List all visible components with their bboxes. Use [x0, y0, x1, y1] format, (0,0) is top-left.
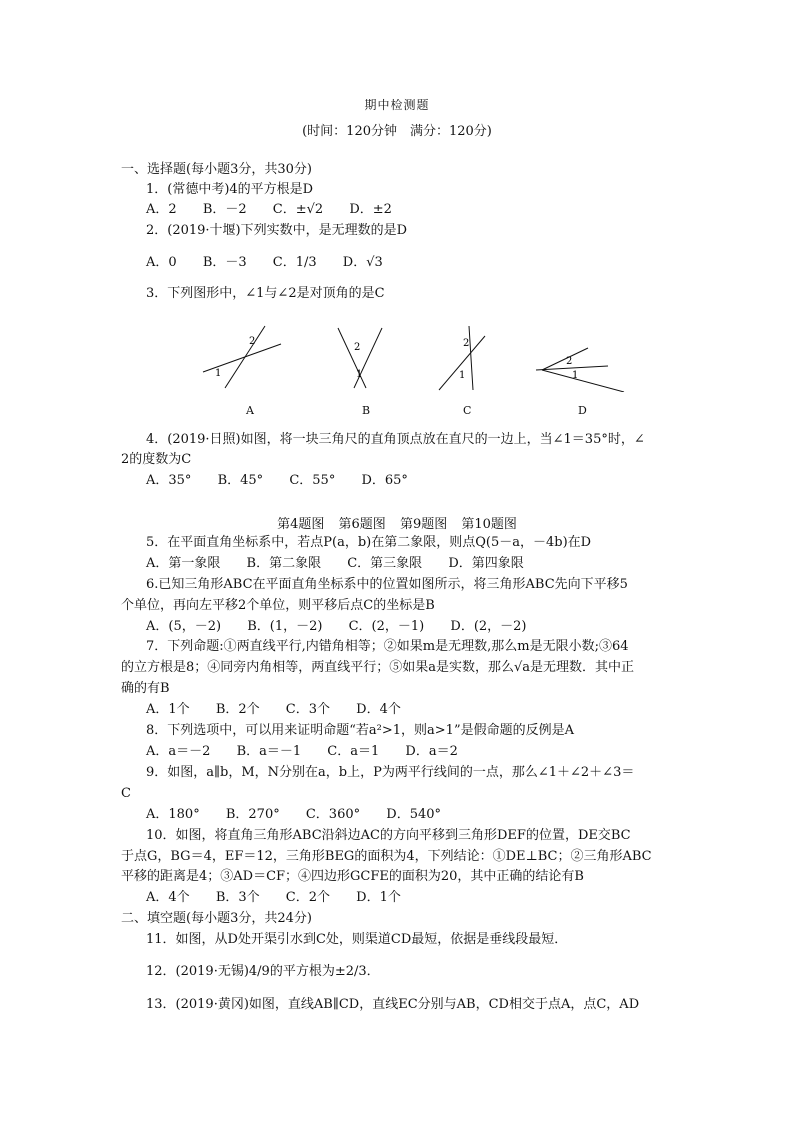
- q10-option-c: C．2个: [285, 890, 330, 905]
- q1-option-a: A．2: [146, 202, 177, 217]
- q1-options: [146, 201, 414, 219]
- q13-stem: 13．(2019·黄冈)如图，直线AB∥CD，直线EC分别与AB，CD相交于点A，点C，AD: [146, 997, 640, 1012]
- q9-option-d: D．540°: [386, 807, 442, 822]
- q12-stem: 12．(2019·无锡)4/9的平方根为±2/3．: [146, 964, 380, 979]
- q3-figure-d: [528, 322, 628, 392]
- q6-line1: 6.已知三角形ABC在平面直角坐标系中的位置如图所示，将三角形ABC先向下平移5: [146, 577, 628, 592]
- q7-line1: 7．下列命题:①两直线平行,内错角相等；②如果m是无理数,那么m是无限小数;③64: [146, 639, 629, 654]
- caption-fig6: 第6题图: [338, 517, 386, 532]
- q3-figure-a-angle1: 1: [215, 368, 222, 379]
- q9-option-c: C．360°: [305, 807, 361, 822]
- q5-stem: 5．在平面直角坐标系中，若点P(a，b)在第二象限，则点Q(5－a，－4b)在D: [146, 535, 592, 550]
- q3-figure-c-angle1: 1: [459, 370, 466, 381]
- q9-option-b: B．270°: [225, 807, 280, 822]
- q5-option-b: B．第二象限: [246, 556, 322, 571]
- q5-options: [146, 555, 546, 573]
- q3-label-d: D: [578, 404, 587, 417]
- q6-option-d: D．(2，－2): [450, 619, 527, 634]
- q3-figure-b-angle2: 2: [354, 342, 361, 353]
- caption-fig4: 第4题图: [277, 517, 325, 532]
- q3-figure-c: [433, 322, 493, 392]
- q6-option-b: B．(1，－2): [247, 619, 323, 634]
- q1-option-d: D．±2: [349, 202, 392, 217]
- section-heading-choice: 一、选择题(每小题3分，共30分): [121, 162, 312, 177]
- q9-line2: C: [121, 786, 131, 801]
- q1-stem: 1．(常德中考)4的平方根是D: [146, 182, 314, 197]
- q2-stem: 2．(2019·十堰)下列实数中，是无理数的是D: [146, 223, 408, 238]
- q1-option-c: C．±√2: [272, 202, 324, 217]
- q4-option-b: B．45°: [217, 473, 264, 488]
- q9-line1: 9．如图，a∥b，M，N分别在a，b上，P为两平行线间的一点，那么∠1＋∠2＋∠3＝: [146, 765, 635, 780]
- q3-figure-a: [195, 322, 285, 392]
- q10-option-a: A．4个: [146, 890, 190, 905]
- q10-option-d: D．1个: [356, 890, 401, 905]
- q8-stem: 8．下列选项中，可以用来证明命题“若a²>1，则a>1”是假命题的反例是A: [146, 723, 574, 738]
- q7-options: [146, 701, 423, 719]
- q2-option-d: D．√3: [342, 255, 383, 270]
- q9-options: [146, 806, 463, 824]
- caption-fig10: 第10题图: [461, 517, 517, 532]
- q7-option-c: C．3个: [285, 702, 330, 717]
- q6-option-a: A．(5，－2): [146, 619, 222, 634]
- q8-options: [146, 743, 480, 761]
- q6-line2: 个单位，再向左平移2个单位，则平移后点C的坐标是B: [121, 598, 435, 613]
- q3-label-b: B: [362, 404, 371, 417]
- caption-fig9: 第9题图: [399, 517, 448, 532]
- q3-label-a: A: [246, 404, 254, 417]
- q3-stem: 3．下列图形中，∠1与∠2是对顶角的是C: [146, 286, 385, 301]
- q4-option-c: C．55°: [289, 473, 336, 488]
- q4-option-a: A．35°: [146, 473, 192, 488]
- q8-option-c: C．a＝1: [327, 744, 380, 759]
- q3-figure-d-angle2: 2: [566, 356, 573, 367]
- page-subtitle: (时间：120分钟 满分：120分): [302, 124, 492, 139]
- q3-figure-d-angle1: 1: [572, 370, 579, 381]
- q4-options: [146, 472, 430, 490]
- q8-option-b: B．a＝－1: [236, 744, 302, 759]
- q7-line3: 确的有B: [121, 681, 170, 696]
- q4-line2: 2的度数为C: [121, 452, 192, 467]
- q7-option-a: A．1个: [146, 702, 190, 717]
- q6-option-c: C．(2，－1): [348, 619, 425, 634]
- q10-option-b: B．3个: [215, 890, 260, 905]
- q3-label-c: C: [463, 404, 472, 417]
- q10-line1: 10．如图，将直角三角形ABC沿斜边AC的方向平移到三角形DEF的位置，DE交BC: [146, 828, 631, 843]
- q1-option-b: B．－2: [202, 202, 247, 217]
- q4-line1: 4．(2019·日照)如图，将一块三角尺的直角顶点放在直尺的一边上，当∠1＝35°时，∠: [146, 432, 645, 447]
- q2-option-b: B．－3: [202, 255, 247, 270]
- q2-option-c: C．1/3: [272, 255, 317, 270]
- q7-option-d: D．4个: [356, 702, 401, 717]
- q8-option-d: D．a＝2: [405, 744, 458, 759]
- q4-option-d: D．65°: [361, 473, 408, 488]
- q6-options: [146, 618, 549, 636]
- q9-option-a: A．180°: [146, 807, 200, 822]
- q10-line2: 于点G，BG＝4，EF＝12，三角形BEG的面积为4，下列结论：①DE⊥BC；②三角形ABC: [121, 849, 652, 864]
- q3-figure-b: [332, 322, 392, 392]
- q7-line2: 的立方根是8；④同旁内角相等，两直线平行；⑤如果a是实数，那么√a是无理数．其中正: [121, 660, 635, 675]
- q3-figure-b-angle1: 1: [356, 369, 363, 380]
- q5-option-c: C．第三象限: [347, 556, 423, 571]
- section-heading-fill: 二、填空题(每小题3分，共24分): [121, 911, 312, 926]
- figure-captions: [0, 513, 794, 532]
- q10-options: [146, 889, 423, 907]
- q2-option-a: A．0: [146, 255, 177, 270]
- q3-figure-c-angle2: 2: [463, 338, 470, 349]
- q5-option-d: D．第四象限: [448, 556, 524, 571]
- q2-options: [146, 254, 405, 272]
- q5-option-a: A．第一象限: [146, 556, 221, 571]
- q10-line3: 平移的距离是4；③AD＝CF；④四边形GCFE的面积为20，其中正确的结论有B: [121, 869, 584, 884]
- page-title: 期中检测题: [364, 98, 430, 112]
- q3-figure-a-angle2: 2: [249, 336, 256, 347]
- q7-option-b: B．2个: [215, 702, 260, 717]
- q11-stem: 11．如图，从D处开渠引水到C处，则渠道CD最短，依据是垂线段最短．: [146, 932, 568, 947]
- q8-option-a: A．a＝－2: [146, 744, 211, 759]
